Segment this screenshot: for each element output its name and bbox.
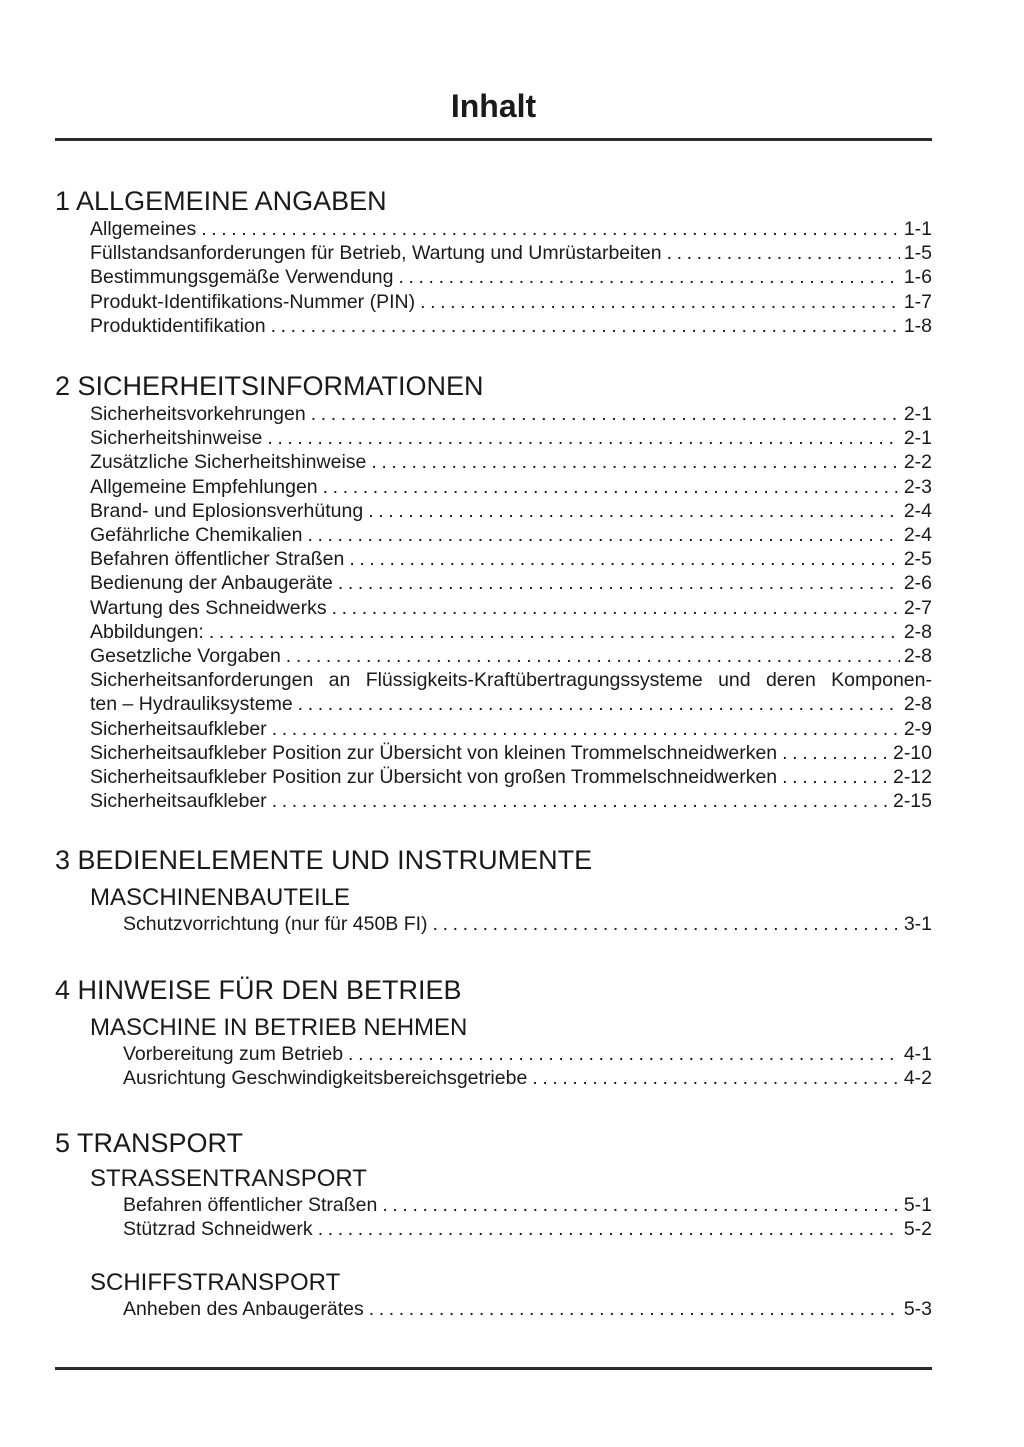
toc-entry-label: Gefährliche Chemikalien — [90, 524, 303, 547]
dot-leader — [349, 547, 899, 571]
toc-entry-label: ten – Hydrauliksysteme — [90, 693, 293, 716]
footer-rule — [55, 1367, 932, 1370]
dot-leader — [782, 741, 889, 765]
toc-entry-page: 2-4 — [903, 499, 932, 522]
toc-entry-label: Bestimmungsgemäße Verwendung — [90, 266, 394, 289]
toc-entry-page: 2-15 — [892, 790, 932, 813]
toc-entry-label: Produkt-Identifikations-Nummer (PIN) — [90, 290, 416, 313]
toc-entry — [55, 265, 932, 289]
toc-entry-page: 2-7 — [903, 596, 932, 619]
dot-leader — [209, 620, 900, 644]
toc-entry-page: 2-12 — [892, 766, 932, 789]
toc-entry — [55, 717, 932, 741]
toc-entry-page: 1-8 — [903, 314, 932, 337]
toc-entry-page: 2-1 — [903, 427, 932, 450]
toc-entry-label: Befahren öffentlicher Straßen — [90, 548, 345, 571]
toc-entry-page: 2-10 — [892, 741, 932, 764]
toc-entry-page: 4-2 — [903, 1066, 932, 1089]
toc-entry-page: 1-7 — [903, 290, 932, 313]
toc-entry-page: 2-5 — [903, 548, 932, 571]
toc-entry — [55, 475, 932, 499]
toc-entry-page: 4-1 — [903, 1042, 932, 1065]
toc-entry-page: 1-1 — [903, 218, 932, 240]
page-title: Inhalt — [450, 88, 537, 124]
section-heading: 3 BEDIENELEMENTE UND INSTRUMENTE — [55, 845, 593, 876]
toc-entry — [55, 620, 932, 644]
toc-entry-page: 1-6 — [903, 266, 932, 289]
dot-leader — [298, 692, 900, 716]
toc-entry-label: Sicherheitsanforderungen an Flüssigkeits-Kraftübertragungssysteme und deren Komponen- — [90, 669, 932, 692]
toc-entry — [55, 1066, 932, 1090]
dot-leader — [332, 596, 900, 620]
toc-entry — [55, 499, 932, 523]
subsection-heading: MASCHINENBAUTEILE — [90, 884, 351, 912]
toc-section-3 — [55, 845, 932, 936]
toc-entry — [55, 1042, 932, 1066]
toc-entry — [55, 314, 932, 338]
toc-entry-page: 2-8 — [903, 693, 932, 716]
section-heading: 4 HINWEISE FÜR DEN BETRIEB — [55, 974, 462, 1005]
toc-entry-label: Schutzvorrichtung (nur für 450B FI) — [123, 913, 428, 936]
dot-leader — [371, 450, 899, 474]
section-entries — [55, 1297, 932, 1321]
toc-entry-label: Abbildungen: — [90, 620, 204, 643]
toc-entry-label: Vorbereitung zum Betrieb — [123, 1042, 344, 1065]
dot-leader — [286, 644, 900, 668]
toc-entry-page: 2-8 — [903, 645, 932, 668]
dot-leader — [272, 717, 900, 741]
toc-entry — [55, 741, 932, 765]
toc-entry — [55, 217, 932, 241]
toc-entry — [55, 1193, 932, 1217]
toc-entry-page: 2-3 — [903, 475, 932, 498]
toc-entry-label: Ausrichtung Geschwindigkeitsbereichsgetriebe — [123, 1066, 528, 1089]
toc-section-1 — [55, 186, 932, 338]
dot-leader — [782, 765, 889, 789]
dot-leader — [323, 475, 900, 499]
subsection-heading: STRASSENTRANSPORT — [90, 1165, 367, 1193]
toc-entry-page: 2-8 — [903, 620, 932, 643]
dot-leader — [267, 426, 899, 450]
toc-entry-label: Sicherheitsaufkleber — [90, 790, 267, 813]
toc-entry — [55, 765, 932, 789]
toc-entry — [55, 290, 932, 314]
dot-leader — [369, 1297, 900, 1321]
dot-leader — [348, 1042, 900, 1066]
toc-entry-label: Allgemeine Empfehlungen — [90, 475, 318, 498]
toc-entry-label: Zusätzliche Sicherheitshinweise — [90, 451, 367, 474]
subsection-heading: MASCHINE IN BETRIEB NEHMEN — [90, 1013, 468, 1041]
toc-entry-page: 5-2 — [903, 1218, 932, 1241]
dot-leader — [382, 1193, 899, 1217]
dot-leader — [399, 265, 900, 289]
toc-entry — [55, 547, 932, 571]
toc-entry-page: 1-5 — [903, 242, 932, 265]
dot-leader — [420, 290, 900, 314]
toc-entry — [55, 241, 932, 265]
toc-entry-label: Befahren öffentlicher Straßen — [123, 1194, 378, 1217]
toc-entry-page: 2-2 — [903, 451, 932, 474]
toc-section-2 — [55, 371, 932, 813]
toc-entry-label: Sicherheitsaufkleber Position zur Übersicht von großen Trommelschneidwerken — [90, 766, 778, 789]
toc-entry-label: Produktidentifikation — [90, 314, 266, 337]
toc-entry — [55, 1297, 932, 1321]
dot-leader — [368, 499, 900, 523]
dot-leader — [318, 1217, 900, 1241]
toc-entry-wrapped-first-line — [55, 668, 932, 692]
dot-leader — [201, 217, 900, 241]
section-entries — [55, 1042, 932, 1090]
section-heading: 5 TRANSPORT — [55, 1128, 244, 1159]
toc-entry-label: Anheben des Anbaugerätes — [123, 1298, 364, 1321]
toc-entry-page: 5-3 — [903, 1298, 932, 1321]
toc-entry — [55, 644, 932, 668]
dot-leader — [311, 402, 900, 426]
toc-entry — [55, 523, 932, 547]
toc-entry-label: Sicherheitsaufkleber — [90, 717, 267, 740]
toc-entry-label: Stützrad Schneidwerk — [123, 1218, 313, 1241]
toc-entry-page: 2-9 — [903, 717, 932, 740]
section-heading: 1 ALLGEMEINE ANGABEN — [55, 186, 387, 216]
toc-entry — [55, 402, 932, 426]
toc-entry-page: 5-1 — [903, 1194, 932, 1217]
subsection-heading: SCHIFFSTRANSPORT — [90, 1269, 341, 1297]
toc-entry-label: Bedienung der Anbaugeräte — [90, 572, 333, 595]
toc-entry-label: Sicherheitsvorkehrungen — [90, 403, 306, 426]
toc-entry-label: Sicherheitsaufkleber Position zur Übersicht von kleinen Trommelschneidwerken — [90, 741, 778, 764]
toc-entry-page: 3-1 — [903, 913, 932, 936]
section-entries — [55, 402, 932, 813]
toc-entry — [55, 596, 932, 620]
dot-leader — [338, 571, 900, 595]
toc-entry-label: Allgemeines — [90, 218, 197, 240]
toc-entry-page: 2-1 — [903, 403, 932, 426]
toc-entry-page: 2-4 — [903, 524, 932, 547]
toc-entry — [55, 426, 932, 450]
dot-leader — [667, 241, 900, 265]
section-entries — [55, 1193, 932, 1241]
toc-entry-label: Wartung des Schneidwerks — [90, 596, 327, 619]
dot-leader — [271, 314, 900, 338]
dot-leader — [433, 912, 900, 936]
section-heading: 2 SICHERHEITSINFORMATIONEN — [55, 371, 484, 402]
toc-entry-label: Gesetzliche Vorgaben — [90, 645, 281, 668]
toc-entry-label: Brand- und Eplosionsverhütung — [90, 499, 364, 522]
dot-leader — [307, 523, 899, 547]
section-entries — [55, 912, 932, 936]
toc-entry — [55, 450, 932, 474]
toc-entry-page: 2-6 — [903, 572, 932, 595]
toc-entry — [55, 571, 932, 595]
toc-entry-label: Füllstandsanforderungen für Betrieb, Wartung und Umrüstarbeiten — [90, 242, 662, 265]
toc-entry — [55, 912, 932, 936]
dot-leader — [532, 1066, 900, 1090]
toc-section-4 — [55, 975, 932, 1090]
toc-entry — [55, 1217, 932, 1241]
toc-entry — [55, 789, 932, 813]
dot-leader — [272, 789, 889, 813]
toc-entry-label: Sicherheitshinweise — [90, 427, 263, 450]
toc-section-5 — [55, 1128, 932, 1322]
title-rule — [55, 138, 932, 141]
section-entries — [55, 217, 932, 338]
toc-entry-wrapped-second-line — [55, 692, 932, 716]
